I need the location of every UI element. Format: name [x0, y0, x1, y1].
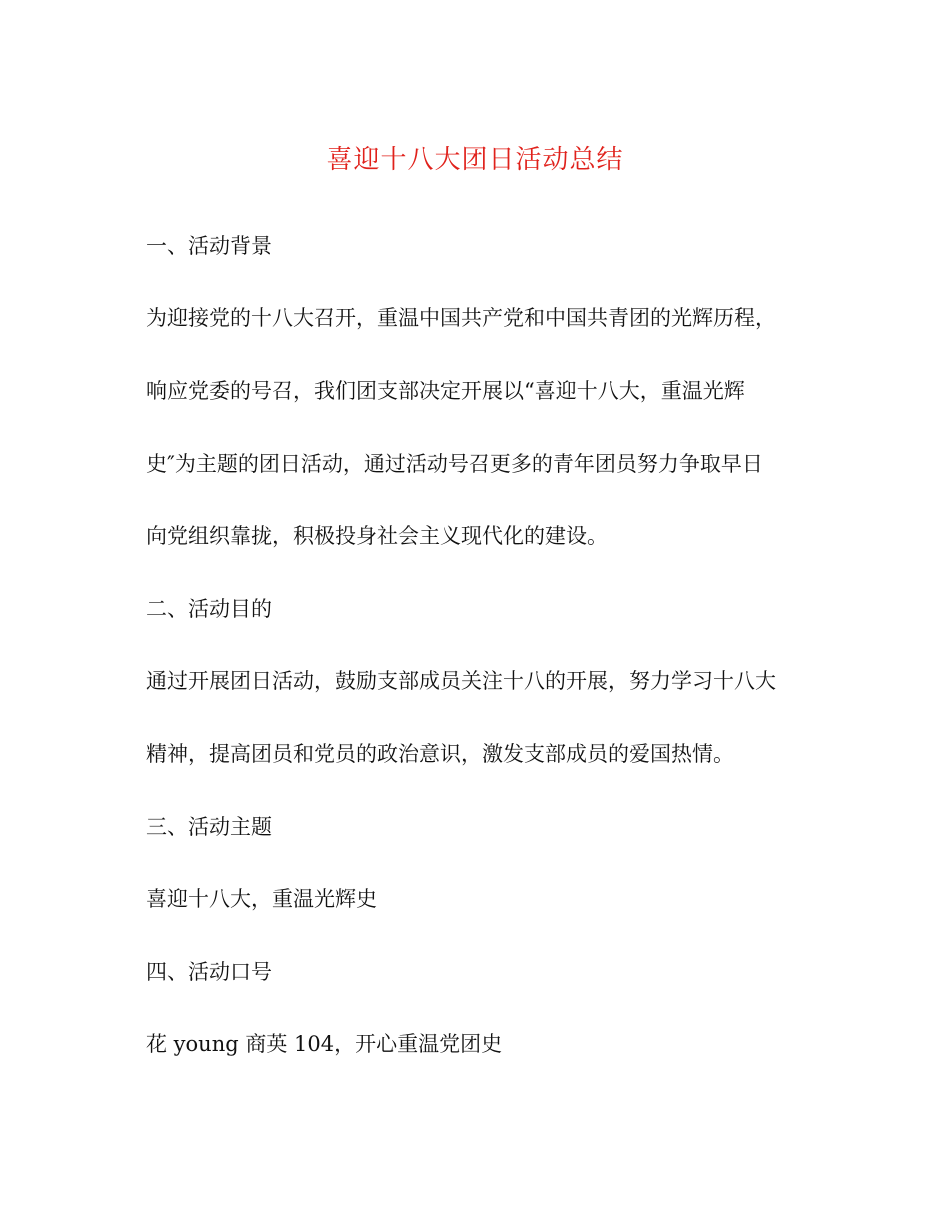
- paragraph-line: 花 young 商英 104，开心重温党团史: [146, 1032, 503, 1056]
- paragraph-line: 精神，提高团员和党员的政治意识，激发支部成员的爱国热情。: [146, 742, 734, 766]
- paragraph-line: 为迎接党的十八大召开，重温中国共产党和中国共青团的光辉历程，: [146, 306, 776, 330]
- document-title: 喜迎十八大团日活动总结: [326, 145, 624, 175]
- section-heading-background: 一、活动背景: [146, 234, 272, 258]
- section-heading-slogan: 四、活动口号: [146, 960, 272, 984]
- paragraph-line: 向党组织靠拢，积极投身社会主义现代化的建设。: [146, 524, 608, 548]
- paragraph-line: 喜迎十八大，重温光辉史: [146, 887, 377, 911]
- paragraph-line: 史″为主题的团日活动，通过活动号召更多的青年团员努力争取早日: [146, 452, 763, 476]
- section-heading-theme: 三、活动主题: [146, 815, 272, 839]
- paragraph-line: 通过开展团日活动，鼓励支部成员关注十八的开展，努力学习十八大: [146, 669, 776, 693]
- section-heading-purpose: 二、活动目的: [146, 597, 272, 621]
- paragraph-line: 响应党委的号召，我们团支部决定开展以“喜迎十八大，重温光辉: [146, 379, 745, 403]
